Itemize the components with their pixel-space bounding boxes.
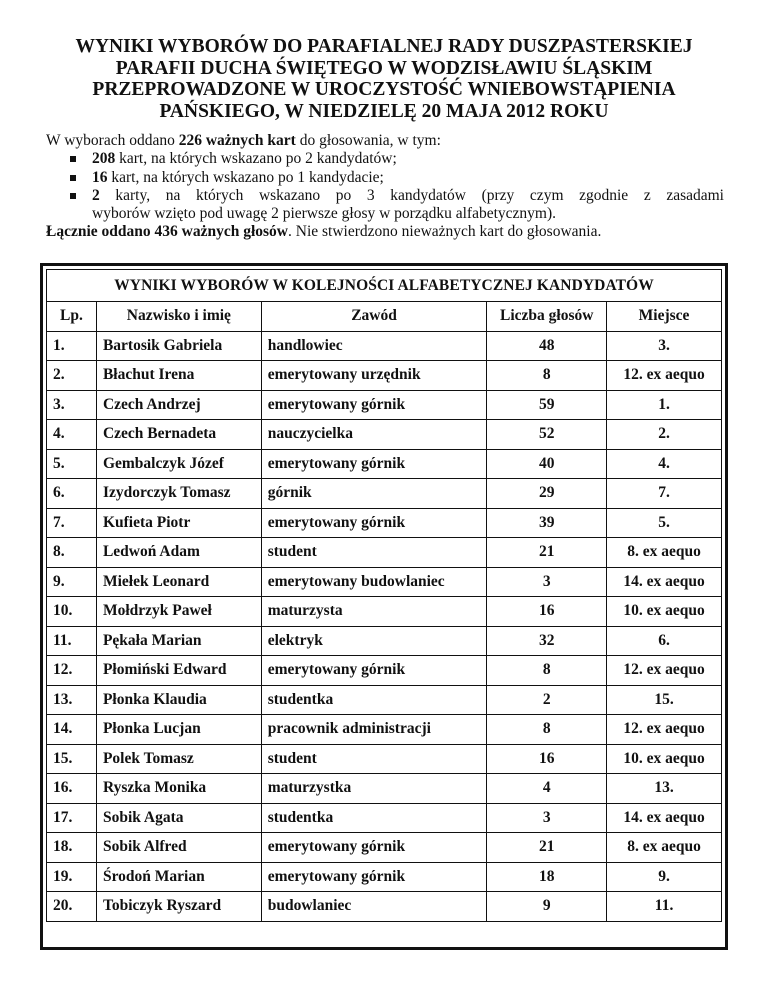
placement: 8. ex aequo <box>607 833 722 863</box>
header-votes: Liczba głosów <box>487 302 607 332</box>
candidate-name: Czech Andrzej <box>96 390 261 420</box>
candidate-occupation: górnik <box>261 479 487 509</box>
table-caption: WYNIKI WYBORÓW W KOLEJNOŚCI ALFABETYCZNEJ KANDYDATÓW <box>47 270 722 302</box>
candidate-name: Polek Tomasz <box>96 744 261 774</box>
placement: 12. ex aequo <box>607 656 722 686</box>
table-row <box>47 567 722 597</box>
table-row <box>47 479 722 509</box>
document-title <box>40 36 728 122</box>
vote-count: 9 <box>487 892 607 922</box>
bullet-line <box>92 187 724 205</box>
candidate-occupation: studentka <box>261 685 487 715</box>
placement: 14. ex aequo <box>607 803 722 833</box>
candidate-occupation: pracownik administracji <box>261 715 487 745</box>
candidate-occupation: handlowiec <box>261 331 487 361</box>
table-row <box>47 449 722 479</box>
candidate-occupation: emerytowany górnik <box>261 390 487 420</box>
vote-count: 18 <box>487 862 607 892</box>
candidate-occupation: student <box>261 538 487 568</box>
intro-paragraph <box>46 132 724 242</box>
table-row <box>47 626 722 656</box>
candidate-occupation: emerytowany górnik <box>261 862 487 892</box>
table-row <box>47 774 722 804</box>
candidate-name: Czech Bernadeta <box>96 420 261 450</box>
intro-text: do głosowania, w tym: <box>295 132 441 149</box>
bullet-count: 208 <box>92 150 116 168</box>
candidate-name: Gembalczyk Józef <box>96 449 261 479</box>
row-number: 13. <box>47 685 97 715</box>
row-number: 18. <box>47 833 97 863</box>
table-row <box>47 538 722 568</box>
candidate-name: Płomiński Edward <box>96 656 261 686</box>
candidate-occupation: student <box>261 744 487 774</box>
table-row <box>47 744 722 774</box>
vote-count: 39 <box>487 508 607 538</box>
placement: 15. <box>607 685 722 715</box>
candidate-name: Sobik Agata <box>96 803 261 833</box>
vote-count: 40 <box>487 449 607 479</box>
candidate-name: Izydorczyk Tomasz <box>96 479 261 509</box>
vote-count: 8 <box>487 361 607 391</box>
intro-line <box>46 132 724 150</box>
placement: 10. ex aequo <box>607 597 722 627</box>
candidate-occupation: emerytowany urzędnik <box>261 361 487 391</box>
candidate-name: Pękała Marian <box>96 626 261 656</box>
candidate-occupation: emerytowany górnik <box>261 508 487 538</box>
row-number: 1. <box>47 331 97 361</box>
bullet-continuation: wyborów wzięto pod uwagę 2 pierwsze głosy w porządku alfabetycznym). <box>92 205 556 223</box>
placement: 14. ex aequo <box>607 567 722 597</box>
vote-count: 4 <box>487 774 607 804</box>
title-line: WYNIKI WYBORÓW DO PARAFIALNEJ RADY DUSZPASTERSKIEJ <box>75 36 693 57</box>
vote-count: 59 <box>487 390 607 420</box>
placement: 3. <box>607 331 722 361</box>
placement: 6. <box>607 626 722 656</box>
candidate-name: Miełek Leonard <box>96 567 261 597</box>
square-bullet-icon <box>70 193 76 199</box>
candidate-name: Tobiczyk Ryszard <box>96 892 261 922</box>
candidate-occupation: studentka <box>261 803 487 833</box>
row-number: 5. <box>47 449 97 479</box>
candidate-name: Płonka Lucjan <box>96 715 261 745</box>
placement: 10. ex aequo <box>607 744 722 774</box>
row-number: 12. <box>47 656 97 686</box>
vote-count: 21 <box>487 538 607 568</box>
table-row <box>47 361 722 391</box>
placement: 7. <box>607 479 722 509</box>
candidate-occupation: maturzystka <box>261 774 487 804</box>
results-table <box>46 269 722 922</box>
placement: 8. ex aequo <box>607 538 722 568</box>
row-number: 3. <box>47 390 97 420</box>
valid-cards-count: 226 ważnych kart <box>178 132 296 149</box>
bullet-text: karty, na których wskazano po 3 kandydatów (przy czym zgodnie z zasadami <box>99 186 724 204</box>
table-row <box>47 331 722 361</box>
placement: 9. <box>607 862 722 892</box>
candidate-occupation: emerytowany górnik <box>261 449 487 479</box>
candidate-name: Mołdrzyk Paweł <box>96 597 261 627</box>
row-number: 20. <box>47 892 97 922</box>
row-number: 14. <box>47 715 97 745</box>
square-bullet-icon <box>70 156 76 162</box>
row-number: 10. <box>47 597 97 627</box>
vote-count: 3 <box>487 567 607 597</box>
placement: 12. ex aequo <box>607 361 722 391</box>
row-number: 15. <box>47 744 97 774</box>
row-number: 4. <box>47 420 97 450</box>
vote-count: 29 <box>487 479 607 509</box>
header-occupation: Zawód <box>261 302 487 332</box>
row-number: 7. <box>47 508 97 538</box>
list-item <box>46 150 724 168</box>
table-row <box>47 862 722 892</box>
candidate-name: Ledwoń Adam <box>96 538 261 568</box>
table-row <box>47 420 722 450</box>
table-row <box>47 715 722 745</box>
row-number: 9. <box>47 567 97 597</box>
intro-text: W wyborach oddano <box>46 132 179 149</box>
candidate-occupation: maturzysta <box>261 597 487 627</box>
candidate-name: Bartosik Gabriela <box>96 331 261 361</box>
candidate-name: Środoń Marian <box>96 862 261 892</box>
vote-count: 3 <box>487 803 607 833</box>
header-name: Nazwisko i imię <box>96 302 261 332</box>
results-table-frame <box>40 263 728 950</box>
candidate-occupation: budowlaniec <box>261 892 487 922</box>
candidate-name: Płonka Klaudia <box>96 685 261 715</box>
table-row <box>47 508 722 538</box>
candidate-occupation: nauczycielka <box>261 420 487 450</box>
placement: 2. <box>607 420 722 450</box>
row-number: 16. <box>47 774 97 804</box>
bullet-text: kart, na których wskazano po 1 kandydacie; <box>107 168 384 186</box>
header-lp: Lp. <box>47 302 97 332</box>
table-row <box>47 597 722 627</box>
bullet-count: 16 <box>92 168 108 186</box>
summary-text: . Nie stwierdzono nieważnych kart do głosowania. <box>288 223 602 241</box>
table-header-row <box>47 302 722 332</box>
table-row <box>47 833 722 863</box>
table-row <box>47 685 722 715</box>
ballot-breakdown-list <box>46 150 724 223</box>
table-row <box>47 390 722 420</box>
candidate-name: Ryszka Monika <box>96 774 261 804</box>
vote-count: 32 <box>487 626 607 656</box>
list-item <box>46 187 724 224</box>
title-line: PARAFII DUCHA ŚWIĘTEGO W WODZISŁAWIU ŚLĄSKIM <box>115 57 653 79</box>
row-number: 11. <box>47 626 97 656</box>
list-item <box>46 169 724 187</box>
candidate-name: Sobik Alfred <box>96 833 261 863</box>
candidate-name: Błachut Irena <box>96 361 261 391</box>
vote-count: 48 <box>487 331 607 361</box>
candidate-occupation: emerytowany budowlaniec <box>261 567 487 597</box>
square-bullet-icon <box>70 175 76 181</box>
candidate-occupation: emerytowany górnik <box>261 656 487 686</box>
candidate-occupation: emerytowany górnik <box>261 833 487 863</box>
placement: 1. <box>607 390 722 420</box>
vote-count: 8 <box>487 715 607 745</box>
vote-count: 8 <box>487 656 607 686</box>
table-row <box>47 892 722 922</box>
row-number: 6. <box>47 479 97 509</box>
placement: 12. ex aequo <box>607 715 722 745</box>
row-number: 2. <box>47 361 97 391</box>
header-place: Miejsce <box>607 302 722 332</box>
row-number: 17. <box>47 803 97 833</box>
vote-count: 21 <box>487 833 607 863</box>
vote-count: 2 <box>487 685 607 715</box>
placement: 13. <box>607 774 722 804</box>
placement: 11. <box>607 892 722 922</box>
valid-votes-total: Łącznie oddano 436 ważnych głosów <box>46 223 288 241</box>
summary-line <box>46 223 724 241</box>
vote-count: 16 <box>487 597 607 627</box>
candidate-occupation: elektryk <box>261 626 487 656</box>
row-number: 8. <box>47 538 97 568</box>
bullet-count: 2 <box>92 186 100 204</box>
vote-count: 52 <box>487 420 607 450</box>
title-line: PRZEPROWADZONE W UROCZYSTOŚĆ WNIEBOWSTĄPIENIA <box>92 79 676 100</box>
vote-count: 16 <box>487 744 607 774</box>
title-line: PAŃSKIEGO, W NIEDZIELĘ 20 MAJA 2012 ROKU <box>159 100 609 122</box>
table-row <box>47 656 722 686</box>
bullet-text: kart, na których wskazano po 2 kandydatów; <box>115 150 397 168</box>
row-number: 19. <box>47 862 97 892</box>
placement: 4. <box>607 449 722 479</box>
placement: 5. <box>607 508 722 538</box>
table-row <box>47 803 722 833</box>
candidate-name: Kufieta Piotr <box>96 508 261 538</box>
